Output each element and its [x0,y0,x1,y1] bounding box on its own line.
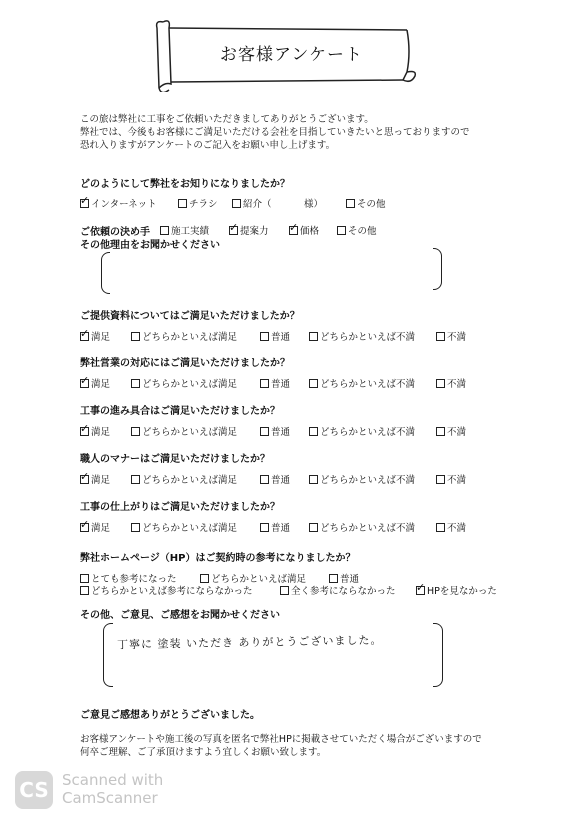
q2-question: ご依頼の決め手 [80,227,150,238]
checkbox[interactable] [337,226,346,235]
q2-option-price[interactable]: ✓ 価格 [289,223,319,237]
rating-5-option-neutral[interactable]: 普通 [260,520,290,534]
checkbox[interactable] [436,523,445,532]
rating-5-option-satisfied[interactable]: ✓ 満足 [80,520,110,534]
rating-question-5: 工事の仕上がりはご満足いただけましたか？ [80,502,280,513]
q1-option-internet[interactable]: ✓ インターネット [80,196,157,210]
checkbox[interactable] [280,586,289,595]
q2-option-track-record[interactable]: 施工実績 [160,223,209,237]
camscanner-logo: CS [15,771,53,809]
rating-1-option-dissatisfied[interactable]: 不満 [436,329,466,343]
rating-5-option-dissatisfied[interactable]: 不満 [436,520,466,534]
checkbox[interactable] [131,523,140,532]
checkbox[interactable] [260,332,269,341]
rating-3-option-somewhat-dissatisfied[interactable]: どちらかといえば不満 [309,424,415,438]
checkbox[interactable] [346,199,355,208]
watermark-line-1: Scanned with [62,771,164,789]
rating-3-option-somewhat-satisfied[interactable]: どちらかといえば満足 [131,424,237,438]
watermark-line-2: CamScanner [62,789,158,807]
intro-line-1: この旅は弊社に工事をご依頼いただきましてありがとうございます。 [80,114,374,125]
rating-4-option-somewhat-dissatisfied[interactable]: どちらかといえば不満 [309,472,415,486]
checkbox[interactable] [416,586,425,595]
q1-option-other[interactable]: その他 [346,196,386,210]
checkbox[interactable] [289,226,298,235]
intro-line-2: 弊社では、今後もお客様にご満足いただける会社を目指していきたいと思っておりますので [80,127,470,138]
checkbox[interactable] [260,475,269,484]
rating-question-2: 弊社営業の対応にはご満足いただけましたか？ [80,358,290,369]
q2-other-prompt: その他理由をお聞かせください [80,240,220,251]
page-title: お客様アンケート [220,45,363,65]
rating-4-option-neutral[interactable]: 普通 [260,472,290,486]
checkbox[interactable] [80,379,89,388]
intro-line-3: 恐れ入りますがアンケートのご記入をお願い申し上げます。 [80,140,336,151]
checkbox[interactable] [160,226,169,235]
rating-3-option-satisfied[interactable]: ✓ 満足 [80,424,110,438]
hp-question: 弊社ホームページ（HP）はご契約時の参考になりましたか？ [80,553,356,564]
comments-bracket-left [103,623,113,687]
checkbox[interactable] [260,523,269,532]
checkbox[interactable] [80,332,89,341]
rating-4-option-dissatisfied[interactable]: 不満 [436,472,466,486]
checkbox[interactable] [80,574,89,583]
q1-option-referral[interactable]: 紹介（ [232,196,272,210]
rating-2-option-somewhat-satisfied[interactable]: どちらかといえば満足 [131,376,237,390]
checkbox[interactable] [309,379,318,388]
rating-4-option-satisfied[interactable]: ✓ 満足 [80,472,110,486]
comments-bracket-right [433,623,443,687]
rating-2-option-dissatisfied[interactable]: 不満 [436,376,466,390]
thanks-message: ご意見ご感想ありがとうございました。 [80,710,260,721]
checkbox[interactable] [329,574,338,583]
rating-3-option-neutral[interactable]: 普通 [260,424,290,438]
rating-5-option-somewhat-dissatisfied[interactable]: どちらかといえば不満 [309,520,415,534]
checkbox[interactable] [309,427,318,436]
rating-3-option-dissatisfied[interactable]: 不満 [436,424,466,438]
comments-answer: 丁寧に 塗装 いただき ありがとうございました。 [116,633,383,652]
hp-option-did-not-see[interactable]: ✓ HPを見なかった [416,583,497,597]
checkbox[interactable] [80,586,89,595]
q2-other-bracket-left [101,252,110,294]
checkbox[interactable] [309,475,318,484]
q2-option-proposal[interactable]: ✓ 提案力 [229,223,269,237]
checkbox[interactable] [232,199,241,208]
rating-question-1: ご提供資料についてはご満足いただけましたか？ [80,311,300,322]
footer-line-2: 何卒ご理解、ご了承頂けますよう宜しくお願い致します。 [80,747,327,758]
hp-option-neutral[interactable]: 普通 [329,571,359,585]
rating-5-option-somewhat-satisfied[interactable]: どちらかといえば満足 [131,520,237,534]
rating-4-option-somewhat-satisfied[interactable]: どちらかといえば満足 [131,472,237,486]
rating-2-option-neutral[interactable]: 普通 [260,376,290,390]
checkbox[interactable] [131,332,140,341]
rating-1-option-satisfied[interactable]: ✓ 満足 [80,329,110,343]
rating-question-3: 工事の進み具合はご満足いただけましたか？ [80,406,280,417]
checkbox[interactable] [131,475,140,484]
hp-option-somewhat-satisfied[interactable]: どちらかといえば満足 [200,571,306,585]
rating-1-option-somewhat-satisfied[interactable]: どちらかといえば満足 [131,329,237,343]
checkbox[interactable] [309,332,318,341]
q1-referral-suffix: 様） [304,199,324,210]
checkbox[interactable] [436,427,445,436]
checkbox[interactable] [131,379,140,388]
checkbox[interactable] [436,332,445,341]
checkbox[interactable] [80,199,89,208]
q2-option-other[interactable]: その他 [337,223,377,237]
rating-1-option-neutral[interactable]: 普通 [260,329,290,343]
rating-question-4: 職人のマナーはご満足いただけましたか？ [80,454,270,465]
q1-question: どのようにして弊社をお知りになりましたか？ [80,179,290,190]
rating-2-option-satisfied[interactable]: ✓ 満足 [80,376,110,390]
rating-2-option-somewhat-dissatisfied[interactable]: どちらかといえば不満 [309,376,415,390]
checkbox[interactable] [229,226,238,235]
checkbox[interactable] [436,475,445,484]
checkbox[interactable] [309,523,318,532]
checkbox[interactable] [200,574,209,583]
checkbox[interactable] [436,379,445,388]
checkbox[interactable] [178,199,187,208]
checkbox[interactable] [131,427,140,436]
checkbox[interactable] [80,427,89,436]
hp-option-not-very-helpful[interactable]: どちらかといえば参考にならなかった [80,583,253,597]
q1-option-flyer[interactable]: チラシ [178,196,218,210]
q2-other-bracket-right [433,248,442,290]
comments-question: その他、ご意見、ご感想をお聞かせください [80,610,280,621]
hp-option-very-helpful[interactable]: とても参考になった [80,571,177,585]
rating-1-option-somewhat-dissatisfied[interactable]: どちらかといえば不満 [309,329,415,343]
checkbox[interactable] [80,475,89,484]
checkbox[interactable] [260,427,269,436]
checkbox[interactable] [80,523,89,532]
checkbox[interactable] [260,379,269,388]
hp-option-not-helpful[interactable]: 全く参考にならなかった [280,583,396,597]
footer-line-1: お客様アンケートや施工後の写真を匿名で弊社HPに掲載させていただく場合がございますので [80,734,482,745]
